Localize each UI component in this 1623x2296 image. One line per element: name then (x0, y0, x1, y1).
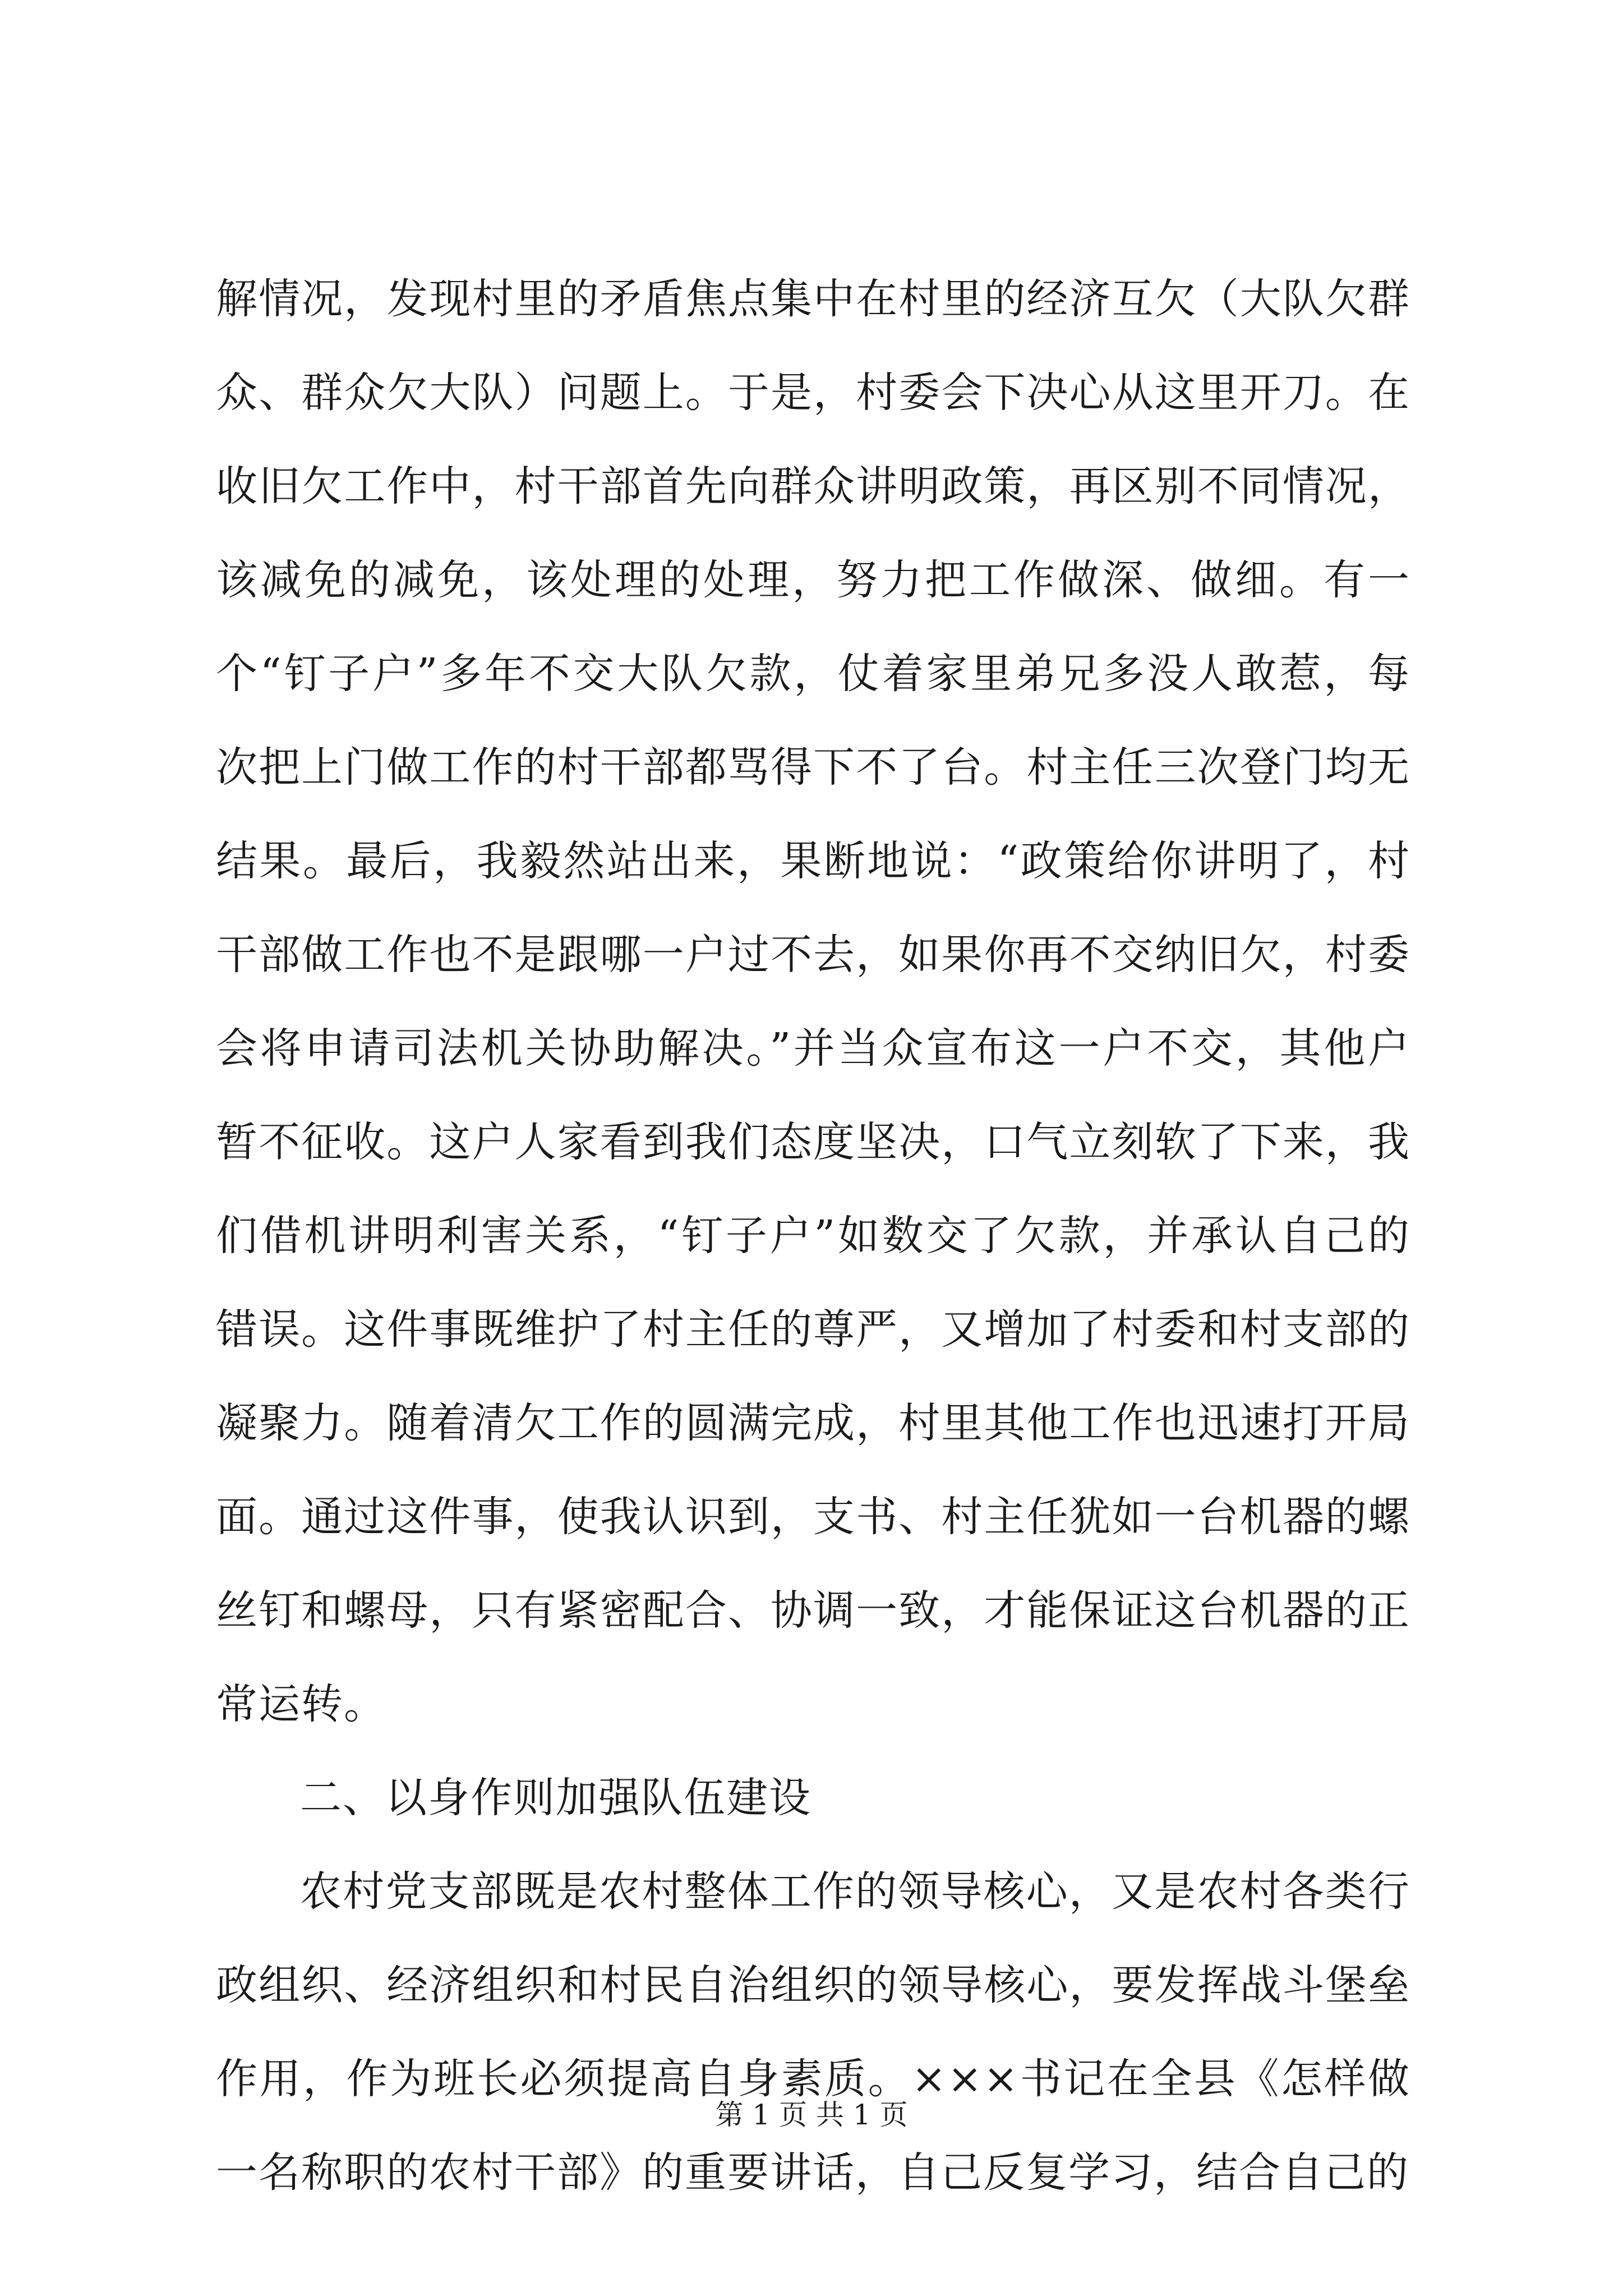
document-body (216, 252, 1410, 2220)
page-footer: 第 1 页 共 1 页 (715, 2099, 908, 2131)
body-paragraph: 农村党支部既是农村整体工作的领导核心，又是农村各类行政组织、经济组织和村民自治组织的领导核心，要发挥战斗堡垒作用，作为班长必须提高自身素质。×××书记在全县《怎样做一名称职的农村干部》的重要讲话，自己反复学习，结合自己的 (216, 1867, 1410, 2197)
section-heading: 二、以身作则加强队伍建设 (300, 1774, 811, 1822)
body-paragraph: 解情况，发现村里的矛盾焦点集中在村里的经济互欠（大队欠群众、群众欠大队）问题上。于是，村委会下决心从这里开刀。在收旧欠工作中，村干部首先向群众讲明政策，再区别不同情况，该减免的减免，该处理的处理，努力把工作做深、做细。有一个“钉子户”多年不交大队欠款，仗着家里弟兄多没人敢惹，每次把上门做工作的村干部都骂得下不了台。村主任三次登门均无结果。最后，我毅然站出来，果断地说：“政策给你讲明了，村干部做工作也不是跟哪一户过不去，如果你再不交纳旧欠，村委会将申请司法机关协助解决。”并当众宣布这一户不交，其他户暂不征收。这户人家看到我们态度坚决，口气立刻软了下来，我们借机讲明利害关系，“钉子户”如数交了欠款，并承认自己的错误。这件事既维护了村主任的尊严，又增加了村委和村支部的凝聚力。随着清欠工作的圆满完成，村里其他工作也迅速打开局面。通过这件事，使我认识到，支书、村主任犹如一台机器的螺丝钉和螺母，只有紧密配合、协调一致，才能保证这台机器的正常运转。 (216, 275, 1410, 1728)
